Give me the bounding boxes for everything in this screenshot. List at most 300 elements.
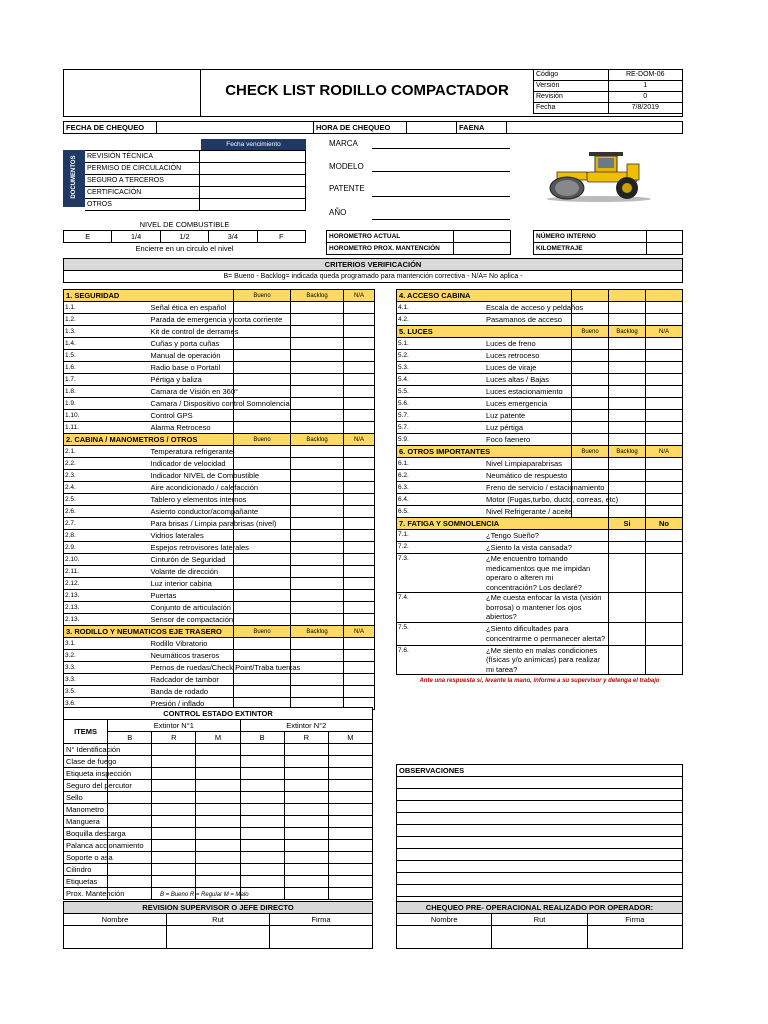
- venc-field[interactable]: [200, 151, 306, 163]
- check-cell[interactable]: [609, 482, 646, 494]
- checklist-row: [397, 398, 683, 410]
- check-cell[interactable]: [291, 314, 344, 326]
- extintor-check-cell[interactable]: [284, 852, 328, 864]
- check-cell[interactable]: [234, 674, 291, 686]
- check-cell[interactable]: [291, 554, 344, 566]
- check-cell[interactable]: [234, 458, 291, 470]
- horometro-prox-field[interactable]: [454, 243, 511, 255]
- fuel-level-e[interactable]: E: [64, 231, 112, 243]
- extintor-check-cell[interactable]: [152, 816, 196, 828]
- extintor-check-cell[interactable]: [240, 852, 284, 864]
- check-cell[interactable]: [344, 446, 375, 458]
- item-number: 7.2.: [397, 542, 485, 554]
- item-label: Luz interior cabina: [149, 578, 234, 590]
- patente-label: PATENTE: [329, 184, 365, 193]
- check-cell[interactable]: [572, 350, 609, 362]
- check-cell[interactable]: [646, 374, 683, 386]
- check-cell[interactable]: [572, 470, 609, 482]
- check-cell[interactable]: [609, 374, 646, 386]
- extintor-check-cell[interactable]: [328, 876, 372, 888]
- check-cell[interactable]: [291, 362, 344, 374]
- check-cell[interactable]: [291, 590, 344, 602]
- venc-field[interactable]: [200, 163, 306, 175]
- extintor-check-cell[interactable]: [284, 804, 328, 816]
- extintor-check-cell[interactable]: [240, 876, 284, 888]
- extintor-check-cell[interactable]: [284, 792, 328, 804]
- extintor-check-cell[interactable]: [196, 852, 240, 864]
- observation-line: [397, 837, 683, 849]
- check-cell[interactable]: [234, 350, 291, 362]
- item-label: Luz patente: [484, 410, 572, 422]
- extintor-check-cell[interactable]: [328, 864, 372, 876]
- fuel-level-12[interactable]: 1/2: [160, 231, 208, 243]
- check-cell[interactable]: [646, 314, 683, 326]
- venc-field[interactable]: [200, 187, 306, 199]
- extintor-check-cell[interactable]: [328, 816, 372, 828]
- check-cell[interactable]: [572, 362, 609, 374]
- extintor-check-cell[interactable]: [240, 816, 284, 828]
- check-cell[interactable]: [609, 458, 646, 470]
- check-cell[interactable]: [609, 338, 646, 350]
- check-cell[interactable]: [344, 566, 375, 578]
- check-cell[interactable]: [291, 602, 344, 614]
- check-cell[interactable]: [344, 470, 375, 482]
- check-cell[interactable]: [646, 506, 683, 518]
- check-cell[interactable]: [344, 314, 375, 326]
- check-cell[interactable]: [234, 338, 291, 350]
- warning-row: [397, 675, 683, 687]
- item-label: Vidrios laterales: [149, 530, 234, 542]
- check-cell[interactable]: [646, 593, 683, 623]
- item-label: Motor (Fugas,turbo, ducto, correas, etc): [486, 494, 619, 504]
- check-cell[interactable]: [291, 326, 344, 338]
- item-label: Nivel Limpiaparabrisas: [484, 458, 572, 470]
- check-cell[interactable]: [609, 302, 646, 314]
- check-cell[interactable]: [234, 374, 291, 386]
- faena-field[interactable]: [507, 122, 683, 134]
- item-label: Rodillo Vibratorio: [149, 638, 234, 650]
- check-cell[interactable]: [572, 434, 609, 446]
- supervisor-nombre-field[interactable]: [64, 926, 167, 949]
- checklist-row: [64, 326, 375, 338]
- check-cell[interactable]: [344, 422, 375, 434]
- check-cell[interactable]: [344, 530, 375, 542]
- check-cell[interactable]: [344, 506, 375, 518]
- operador-nombre-field[interactable]: [397, 926, 492, 949]
- item-label: Luces retroceso: [484, 350, 572, 362]
- check-cell[interactable]: [291, 638, 344, 650]
- check-cell[interactable]: [609, 593, 646, 623]
- checklist-row: [397, 362, 683, 374]
- check-cell[interactable]: [291, 650, 344, 662]
- extintor-check-cell[interactable]: [284, 816, 328, 828]
- extintor-check-cell[interactable]: [284, 756, 328, 768]
- check-cell[interactable]: [344, 482, 375, 494]
- check-cell[interactable]: [234, 362, 291, 374]
- observation-field[interactable]: [397, 801, 683, 813]
- extintor-item: Soporte o asa: [64, 852, 108, 864]
- check-cell[interactable]: [344, 350, 375, 362]
- check-cell[interactable]: [609, 386, 646, 398]
- check-cell[interactable]: [344, 398, 375, 410]
- check-cell[interactable]: [609, 542, 646, 554]
- check-cell[interactable]: [344, 602, 375, 614]
- check-cell[interactable]: [609, 470, 646, 482]
- check-cell[interactable]: [291, 578, 344, 590]
- check-cell[interactable]: [344, 410, 375, 422]
- check-cell[interactable]: [572, 398, 609, 410]
- extintor-check-cell[interactable]: [328, 840, 372, 852]
- extintor-check-cell[interactable]: [108, 804, 152, 816]
- ano-line[interactable]: [372, 219, 510, 220]
- item-number: 3.5.: [64, 686, 149, 698]
- extintor-check-cell[interactable]: [152, 876, 196, 888]
- check-cell[interactable]: [291, 398, 344, 410]
- supervisor-rut-field[interactable]: [167, 926, 270, 949]
- extintor-check-cell[interactable]: [152, 744, 196, 756]
- section-title: 1. SEGURIDAD: [64, 290, 234, 302]
- check-cell[interactable]: [291, 386, 344, 398]
- check-cell[interactable]: [572, 374, 609, 386]
- item-number: 5.7.: [397, 410, 485, 422]
- extintor-check-cell[interactable]: [240, 756, 284, 768]
- check-cell[interactable]: [344, 494, 375, 506]
- fecha-field[interactable]: [157, 122, 314, 134]
- check-cell[interactable]: [572, 506, 609, 518]
- check-cell[interactable]: [291, 614, 344, 626]
- check-cell[interactable]: [646, 645, 683, 675]
- left-checklist: [63, 289, 375, 710]
- extintor-row: [64, 804, 373, 816]
- observation-field[interactable]: [397, 825, 683, 837]
- check-cell[interactable]: [234, 686, 291, 698]
- item-number: 1.7.: [64, 374, 149, 386]
- extintor-check-cell[interactable]: [152, 756, 196, 768]
- check-cell[interactable]: [609, 410, 646, 422]
- extintor-check-cell[interactable]: [240, 780, 284, 792]
- check-cell[interactable]: [234, 578, 291, 590]
- marca-line[interactable]: [372, 148, 510, 149]
- observation-field[interactable]: [397, 873, 683, 885]
- check-cell[interactable]: [344, 650, 375, 662]
- check-cell[interactable]: [291, 470, 344, 482]
- extintor-check-cell[interactable]: [284, 876, 328, 888]
- fuel-level-f[interactable]: F: [257, 231, 305, 243]
- check-cell[interactable]: [646, 554, 683, 593]
- check-cell[interactable]: [572, 458, 609, 470]
- extintor-check-cell[interactable]: [284, 840, 328, 852]
- check-cell[interactable]: [646, 482, 683, 494]
- extintor-check-cell[interactable]: [328, 792, 372, 804]
- check-cell[interactable]: [234, 590, 291, 602]
- check-cell[interactable]: [609, 362, 646, 374]
- observation-field[interactable]: [397, 837, 683, 849]
- check-cell[interactable]: [646, 434, 683, 446]
- check-cell[interactable]: [291, 686, 344, 698]
- checklist-row: [64, 338, 375, 350]
- item-number: 7.5.: [397, 622, 485, 645]
- extintor-check-cell[interactable]: [328, 780, 372, 792]
- check-cell[interactable]: [344, 542, 375, 554]
- check-cell[interactable]: [234, 302, 291, 314]
- check-cell[interactable]: [234, 446, 291, 458]
- extintor-check-cell[interactable]: [152, 768, 196, 780]
- check-cell[interactable]: [646, 398, 683, 410]
- item-label: Presión / inflado: [149, 698, 234, 710]
- checklist-row: [397, 350, 683, 362]
- extintor-check-cell[interactable]: [108, 852, 152, 864]
- observation-field[interactable]: [397, 777, 683, 789]
- checklist-row: [64, 362, 375, 374]
- section-header: [397, 446, 683, 458]
- combustible-table: NIVEL DE COMBUSTIBLE E 1/4 1/2 3/4 F Encierre en un circulo el nivel: [63, 219, 306, 254]
- check-cell[interactable]: [291, 674, 344, 686]
- extintor-check-cell[interactable]: [196, 792, 240, 804]
- check-cell[interactable]: [234, 614, 291, 626]
- check-cell[interactable]: [609, 645, 646, 675]
- extintor-check-cell[interactable]: [196, 744, 240, 756]
- check-cell[interactable]: [291, 518, 344, 530]
- item-number: 2.13.: [64, 590, 149, 602]
- fuel-level-14[interactable]: 1/4: [112, 231, 160, 243]
- extintor-check-cell[interactable]: [108, 864, 152, 876]
- check-cell[interactable]: [572, 314, 609, 326]
- venc-field[interactable]: [200, 199, 306, 211]
- extintor-check-cell[interactable]: [196, 756, 240, 768]
- check-cell[interactable]: [234, 638, 291, 650]
- check-cell[interactable]: [646, 350, 683, 362]
- check-cell[interactable]: [234, 410, 291, 422]
- check-cell[interactable]: [291, 542, 344, 554]
- check-cell[interactable]: [609, 350, 646, 362]
- check-cell[interactable]: [234, 566, 291, 578]
- fuel-level-34[interactable]: 3/4: [209, 231, 257, 243]
- check-cell[interactable]: [291, 458, 344, 470]
- section-col-header: N/A: [344, 290, 375, 302]
- check-cell[interactable]: [646, 386, 683, 398]
- check-cell[interactable]: [572, 386, 609, 398]
- check-cell[interactable]: [609, 622, 646, 645]
- observation-field[interactable]: [397, 789, 683, 801]
- check-cell[interactable]: [646, 422, 683, 434]
- check-cell[interactable]: [344, 374, 375, 386]
- numero-interno-field[interactable]: [647, 231, 683, 243]
- operador-rut-field[interactable]: [492, 926, 587, 949]
- check-cell[interactable]: [344, 386, 375, 398]
- check-cell[interactable]: [572, 338, 609, 350]
- check-cell[interactable]: [609, 314, 646, 326]
- item-label: Neumáticos traseros: [149, 650, 234, 662]
- check-cell[interactable]: [234, 650, 291, 662]
- fatiga-row: [397, 622, 683, 645]
- check-cell[interactable]: [291, 410, 344, 422]
- kilometraje-field[interactable]: [647, 243, 683, 255]
- item-label: ¿Me siento en malas condiciones (físicas y/o anímicas) para realizar mi tarea?: [484, 645, 609, 675]
- extintor-check-cell[interactable]: [284, 744, 328, 756]
- check-cell[interactable]: [609, 398, 646, 410]
- extintor-check-cell[interactable]: [284, 768, 328, 780]
- item-label: Banda de rodado: [149, 686, 234, 698]
- extintor-check-cell[interactable]: [196, 840, 240, 852]
- check-cell[interactable]: [291, 374, 344, 386]
- extintor-check-cell[interactable]: [152, 828, 196, 840]
- observation-field[interactable]: [397, 861, 683, 873]
- patente-line[interactable]: [372, 196, 510, 197]
- extintor-check-cell[interactable]: [108, 792, 152, 804]
- supervisor-firma-field[interactable]: [270, 926, 373, 949]
- item-label: Foco faenero: [484, 434, 572, 446]
- extintor-check-cell[interactable]: [284, 828, 328, 840]
- check-cell[interactable]: [291, 530, 344, 542]
- item-number: 2.2.: [64, 458, 149, 470]
- extintor-item: N° Identificación: [64, 744, 108, 756]
- marca-label: MARCA: [329, 139, 358, 148]
- checklist-row: [64, 686, 375, 698]
- check-cell[interactable]: [234, 602, 291, 614]
- check-cell[interactable]: [291, 506, 344, 518]
- extintor-check-cell[interactable]: [240, 828, 284, 840]
- extintor-check-cell[interactable]: [284, 864, 328, 876]
- extintor-check-cell[interactable]: [240, 744, 284, 756]
- check-cell[interactable]: [234, 554, 291, 566]
- extintor-check-cell[interactable]: [328, 828, 372, 840]
- check-cell[interactable]: [291, 302, 344, 314]
- check-cell[interactable]: [646, 494, 683, 506]
- extintor-check-cell[interactable]: [108, 876, 152, 888]
- section-col-header: Bueno: [572, 446, 609, 458]
- horometro-actual-field[interactable]: [454, 231, 511, 243]
- observation-field[interactable]: [397, 849, 683, 861]
- extintor-check-cell[interactable]: [284, 888, 328, 900]
- venc-field[interactable]: [200, 175, 306, 187]
- section-col-header: N/A: [646, 326, 683, 338]
- check-cell[interactable]: [344, 674, 375, 686]
- check-cell[interactable]: [646, 542, 683, 554]
- extintor-check-cell[interactable]: [152, 804, 196, 816]
- extintor-check-cell[interactable]: [152, 840, 196, 852]
- check-cell[interactable]: [344, 662, 375, 674]
- check-cell[interactable]: [646, 530, 683, 542]
- extintor-check-cell[interactable]: [152, 864, 196, 876]
- check-cell[interactable]: [572, 422, 609, 434]
- extintor-check-cell[interactable]: [196, 828, 240, 840]
- check-cell[interactable]: [291, 482, 344, 494]
- extintor-check-cell[interactable]: [196, 768, 240, 780]
- check-cell[interactable]: [291, 422, 344, 434]
- extintor-check-cell[interactable]: [196, 780, 240, 792]
- checklist-row: [397, 506, 683, 518]
- item-label: Alarma Retroceso: [149, 422, 234, 434]
- check-cell[interactable]: [646, 338, 683, 350]
- ano-label: AÑO: [329, 208, 347, 217]
- extintor-check-cell[interactable]: [240, 804, 284, 816]
- check-cell[interactable]: [344, 362, 375, 374]
- extintor-check-cell[interactable]: [328, 756, 372, 768]
- operador-firma-field[interactable]: [587, 926, 682, 949]
- check-cell[interactable]: [344, 338, 375, 350]
- check-cell[interactable]: [344, 614, 375, 626]
- check-cell[interactable]: [291, 494, 344, 506]
- extintor-check-cell[interactable]: [196, 864, 240, 876]
- check-cell[interactable]: [609, 506, 646, 518]
- item-label: ¿Siento la vista cansada?: [484, 542, 609, 554]
- check-cell[interactable]: [646, 458, 683, 470]
- extintor-check-cell[interactable]: [152, 792, 196, 804]
- check-cell[interactable]: [609, 554, 646, 593]
- check-cell[interactable]: [609, 422, 646, 434]
- venc-header: Fecha vencimiento: [201, 139, 306, 150]
- check-cell[interactable]: [646, 622, 683, 645]
- check-cell[interactable]: [291, 446, 344, 458]
- extintor-row: [64, 768, 373, 780]
- check-cell[interactable]: [344, 578, 375, 590]
- hora-field[interactable]: [407, 122, 457, 134]
- check-cell[interactable]: [344, 590, 375, 602]
- extintor-check-cell[interactable]: [328, 744, 372, 756]
- item-label: Tablero y elementos internos: [150, 494, 247, 504]
- check-cell[interactable]: [609, 530, 646, 542]
- extintor-check-cell[interactable]: [284, 780, 328, 792]
- check-cell[interactable]: [234, 326, 291, 338]
- check-cell[interactable]: [646, 410, 683, 422]
- extintor-check-cell[interactable]: [196, 816, 240, 828]
- check-cell[interactable]: [646, 302, 683, 314]
- extintor-check-cell[interactable]: [328, 804, 372, 816]
- observation-line: [397, 861, 683, 873]
- check-cell[interactable]: [234, 530, 291, 542]
- check-cell[interactable]: [344, 638, 375, 650]
- check-cell[interactable]: [234, 422, 291, 434]
- extintor-row: [64, 756, 373, 768]
- observation-field[interactable]: [397, 813, 683, 825]
- check-cell[interactable]: [572, 410, 609, 422]
- extintor-check-cell[interactable]: [240, 768, 284, 780]
- check-cell[interactable]: [344, 326, 375, 338]
- modelo-line[interactable]: [372, 171, 510, 172]
- extintor-check-cell[interactable]: [196, 876, 240, 888]
- item-label: Señal ética en español: [149, 302, 234, 314]
- check-cell[interactable]: [291, 566, 344, 578]
- check-cell[interactable]: [609, 434, 646, 446]
- extintor-check-cell[interactable]: [108, 816, 152, 828]
- check-cell[interactable]: [646, 470, 683, 482]
- extintor-check-cell[interactable]: [240, 792, 284, 804]
- extintor-check-cell[interactable]: [240, 840, 284, 852]
- extintor-check-cell[interactable]: [328, 888, 372, 900]
- extintor-check-cell[interactable]: [196, 804, 240, 816]
- extintor-check-cell[interactable]: [152, 852, 196, 864]
- extintor-check-cell[interactable]: [240, 864, 284, 876]
- section-title: 7. FATIGA Y SOMNOLENCIA: [397, 518, 609, 530]
- check-cell[interactable]: [344, 686, 375, 698]
- check-cell[interactable]: [291, 338, 344, 350]
- extintor-check-cell[interactable]: [328, 852, 372, 864]
- item-number: 7.6.: [397, 645, 485, 675]
- check-cell[interactable]: [344, 302, 375, 314]
- check-cell[interactable]: [344, 554, 375, 566]
- check-cell[interactable]: [291, 350, 344, 362]
- check-cell[interactable]: [344, 518, 375, 530]
- observation-field[interactable]: [397, 885, 683, 897]
- check-cell[interactable]: [646, 362, 683, 374]
- extintor-check-cell[interactable]: [328, 768, 372, 780]
- section-col-header: Backlog: [609, 446, 646, 458]
- check-cell[interactable]: [234, 386, 291, 398]
- check-cell[interactable]: [344, 458, 375, 470]
- extintor-row: [64, 816, 373, 828]
- extintor-check-cell[interactable]: [152, 780, 196, 792]
- observation-line: [397, 777, 683, 789]
